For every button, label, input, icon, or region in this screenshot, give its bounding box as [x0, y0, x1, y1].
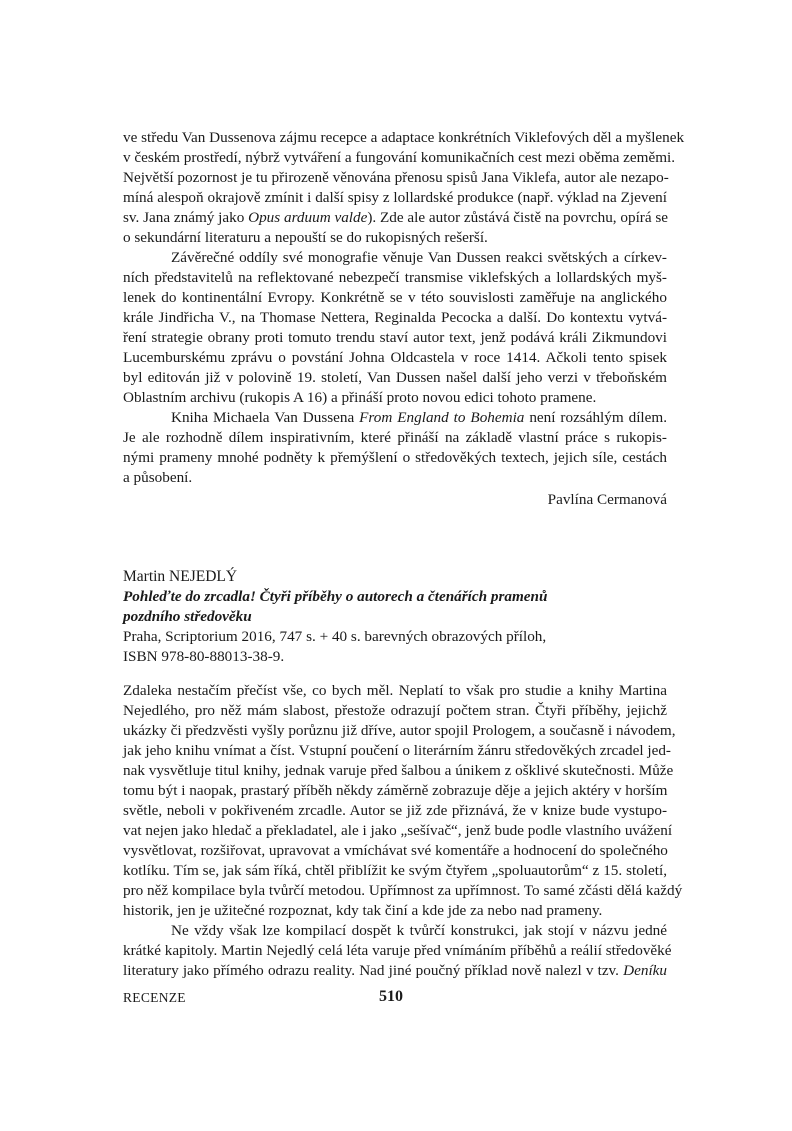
text-line: Lucemburskému zprávu o povstání Johna Oldcastela v roce 1414. Ačkoli tento spisek: [123, 349, 667, 366]
text-line: ření strategie obrany proti tomuto trendu staví autor text, jenž podává králi Zikmundovi: [123, 329, 667, 346]
text-line: krále Jindřicha V., na Thomase Nettera, Reginalda Pecocka a další. Do kontextu vytvá-: [123, 309, 667, 326]
book-author: Martin NEJEDLÝ: [123, 568, 238, 585]
book-citation: [123, 567, 667, 667]
text-line: Oblastním archivu (rukopis A 16) a přináší proto novou edici tohoto pramene.: [123, 389, 597, 406]
text-line: [123, 961, 667, 981]
text-line: o sekundární literaturu a nepouští se do rukopisných rešerší.: [123, 229, 488, 246]
review-continuation-body: [123, 128, 685, 488]
book-title-line1: Pohleďte do zrcadla! Čtyři příběhy o autorech a čtenářích pramenů: [123, 588, 548, 605]
text-span: literatury jako přímého odrazu reality. Nad jiné poučný příklad nově nalezl v tzv.: [123, 962, 624, 979]
text-span: sv. Jana známý jako: [123, 209, 249, 226]
text-line: ve středu Van Dussenova zájmu recepce a adaptace konkrétních Viklefových děl a myšlenek: [123, 129, 685, 146]
text-span: Kniha Michaela Van Dussena: [171, 409, 360, 426]
book-publication: Praha, Scriptorium 2016, 747 s. + 40 s. barevných obrazových příloh,: [123, 628, 547, 645]
text-line: ních představitelů na reflektované nebezpečí transmise viklefských a lollardských myš-: [123, 269, 667, 286]
text-line: míná alespoň okrajově zmínit i další spisy z lollardské produkce (např. výklad na Zjevení: [123, 189, 667, 206]
text-line: Závěrečné oddíly své monografie věnuje Van Dussen reakci světských a církev-: [171, 249, 667, 266]
text-line: vat nejen jako hledač a překladatel, ale i jako „sešívač“, jenž bude podle vlastního uvážení: [123, 822, 673, 839]
page-number: 510: [379, 988, 403, 1005]
text-line: Největší pozornost je tu přirozeně věnována přenosu spisů Jana Viklefa, autor ale nezapo-: [123, 169, 669, 186]
book-isbn: ISBN 978-80-88013-38-9.: [123, 648, 285, 665]
running-footer-section: RECENZE: [123, 990, 186, 1005]
italic-title: From England to Bohemia: [359, 409, 525, 426]
text-line: jak jeho knihu vnímat a číst. Vstupní poučení o literárním žánru středověkých zrcadel jed-: [123, 742, 671, 759]
text-line: vysvětlovat, rozšiřovat, upravovat a vmíchávat své komentáře a hodnocení do společného: [123, 842, 668, 859]
text-span: není rozsáhlým dílem.: [524, 409, 668, 426]
italic-title: Opus arduum valde: [248, 209, 368, 226]
text-line: Ne vždy však lze kompilací dospět k tvůrčí konstrukci, jak stojí v názvu jedné: [171, 922, 667, 939]
text-line: Nejedlého, pro něž mám slabost, přestože odrazují počtem stran. Čtyři příběhy, jejichž: [123, 702, 667, 719]
italic-title: Deníku: [623, 962, 667, 979]
text-line: v českém prostředí, nýbrž vytváření a fungování komunikačních cest mezi oběma zeměmi.: [123, 149, 676, 166]
text-line: a působení.: [123, 469, 193, 486]
review-body: [123, 681, 683, 981]
text-line: Zdaleka nestačím přečíst vše, co bych měl. Neplatí to však pro studie a knihy Martina: [123, 682, 667, 699]
text-line: světle, neboli v pokřiveném zrcadle. Autor se již zde přiznává, že v knize bude vystupo-: [123, 802, 667, 819]
review-signature: [123, 490, 667, 510]
text-line: krátké kapitoly. Martin Nejedlý celá léta varuje před vnímáním příběhů a reálií středověké: [123, 942, 672, 959]
text-line: nými prameny mnohé podněty k přemýšlení o středověkých textech, jejich síle, cestách: [123, 449, 667, 466]
text-line: pro něž kompilace byla tvůrčí metodou. Upřímnost za upřímnost. To samé zčásti dělá každý: [123, 882, 683, 899]
text-line: historik, jen je užitečné rozpoznat, kdy tak činí a kde jde za nebo nad prameny.: [123, 902, 603, 919]
text-line: Je ale rozhodně dílem inspirativním, které přináší na základě vlastní práce s rukopis-: [123, 429, 667, 446]
text-line: lenek do kontinentální Evropy. Konkrétně se v této souvislosti zaměřuje na anglického: [123, 289, 667, 306]
text-line: ukázky či předzvěsti vyšly porůznu již dříve, autor spojil Prologem, a současně i návodem,: [123, 722, 676, 739]
text-line: [123, 208, 667, 228]
text-line: tomu být i naopak, prastarý příběh někdy záměrně zobrazuje děje a jejich aktéry v horším: [123, 782, 668, 799]
text-line: kotlíku. Tím se, jak sám říká, chtěl přiblížit ke svým čtyřem „spoluautorům“ z 15. století,: [123, 862, 667, 879]
text-line: [123, 408, 667, 428]
text-line: byl editován již v polovině 19. století, Van Dussen našel další jeho verzi v třeboňském: [123, 369, 667, 386]
text-span: ). Zde ale autor zůstává čistě na povrchu, opírá se: [367, 209, 669, 226]
book-title-line2: pozdního středověku: [123, 608, 252, 625]
signature-text: Pavlína Cermanová: [547, 491, 667, 508]
text-line: nak vysvětluje titul knihy, jednak varuje před šalbou a únikem z ošklivé skutečnosti. Může: [123, 762, 674, 779]
